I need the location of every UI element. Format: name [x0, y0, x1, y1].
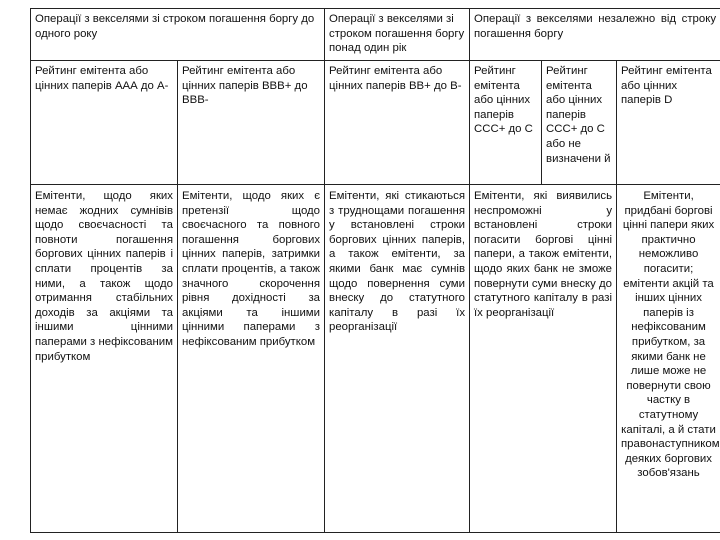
rating-cell: Рейтинг емітента або цінних паперів ААА до А-	[31, 61, 178, 185]
header-row	[31, 9, 720, 61]
description-cell: Емітенти, щодо яких є претензії щодо своєчасного та повного погашення боргових цінних паперів, затримки сплати процентів, а також значного скорочення рівня дохідності за акціями та іншими цінними паперами з нефіксованим прибутком	[178, 185, 325, 533]
description-cell: Емітенти, придбані боргові цінні папери яких практично неможливо погасити; емітенти акцій та інших цінних паперів із нефіксованим прибутком, за якими банк не лише може не повернути свою частку в статутному капіталі, а й стати правонаступником деяких боргових зобов'язань	[617, 185, 720, 533]
header-short-term: Операції з векселями зі строком погашення боргу до одного року	[31, 9, 325, 61]
header-any-term: Операції з векселями незалежно від строку погашення боргу	[470, 9, 720, 61]
header-long-term: Операції з векселями зі строком погашення боргу понад один рік	[325, 9, 470, 61]
description-row	[31, 185, 720, 533]
description-cell: Емітенти, щодо яких немає жодних сумнівів щодо своєчасності та повноти погашення боргових цінних паперів і сплати процентів за ними, а також щодо отримання стабільних доходів за акціями та іншими цінними паперами з нефіксованим прибутком	[31, 185, 178, 533]
rating-cell: Рейтинг емітента або цінних паперів ССС+ до С або не визначени й	[542, 61, 617, 185]
description-cell: Емітенти, які стикаються з труднощами погашення у встановлені строки боргових цінних паперів, а також емітенти, за якими банк має сумнів щодо повернення суми внеску до статутного капіталу в разі їх реорганізації	[325, 185, 470, 533]
securities-classification-table	[30, 8, 720, 533]
rating-cell: Рейтинг емітента або цінних паперів ВВВ+ до ВВВ-	[178, 61, 325, 185]
description-cell: Емітенти, які виявились неспроможні у встановлені строки погасити боргові цінні папери, а також емітенти, щодо яких банк не зможе повернути суми внеску до статутного капіталу в разі їх реорганізації	[470, 185, 617, 533]
rating-cell: Рейтинг емітента або цінних паперів ВВ+ до В-	[325, 61, 470, 185]
rating-row	[31, 61, 720, 185]
rating-cell: Рейтинг емітента або цінних паперів ССС+ до С	[470, 61, 542, 185]
rating-cell: Рейтинг емітента або цінних паперів D	[617, 61, 720, 185]
